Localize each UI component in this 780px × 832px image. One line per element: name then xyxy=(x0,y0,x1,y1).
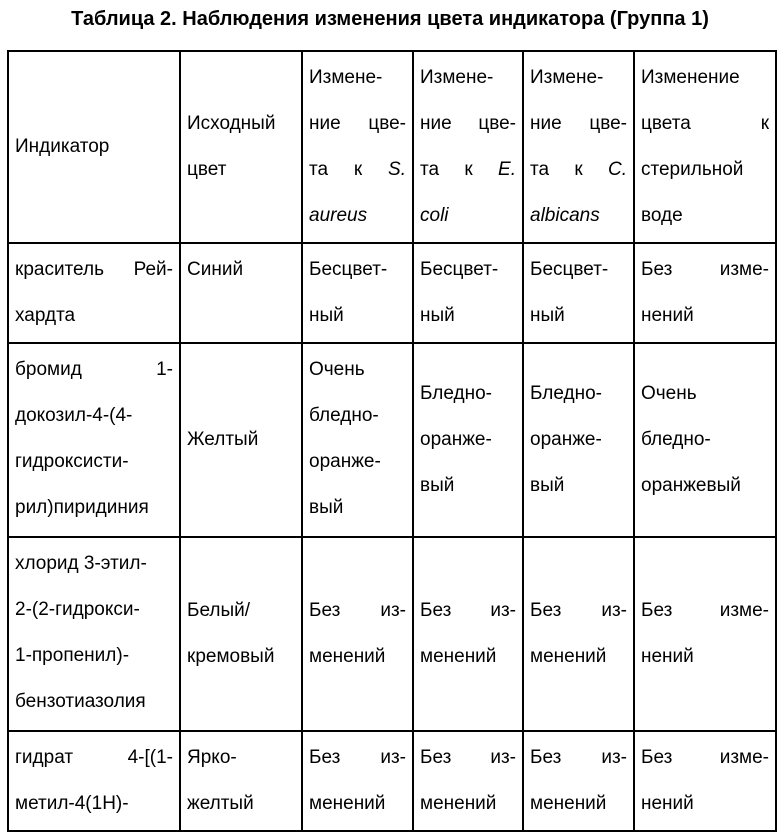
header-sterile-water: Изменение цвета к стерильной воде xyxy=(634,51,776,243)
cell-indicator: гидрат 4-[(1- метил-4(1Н)- xyxy=(8,731,180,831)
table-header-row xyxy=(8,51,776,243)
cell-c-albicans: Без из- менений xyxy=(523,731,634,831)
cell-indicator: хлорид 3-этил- 2-(2-гидрокси- 1-пропенил)- бензотиазолия xyxy=(8,537,180,731)
cell-e-coli: Бледно- оранже- вый xyxy=(413,343,523,537)
cell-c-albicans: Бледно- оранже- вый xyxy=(523,343,634,537)
cell-indicator: краситель Рей- хардта xyxy=(8,243,180,343)
header-e-coli: Измене- ние цве- та к E. coli xyxy=(413,51,523,243)
header-s-aureus: Измене- ние цве- та к S. aureus xyxy=(302,51,413,243)
header-c-albicans: Измене- ние цве- та к C. albicans xyxy=(523,51,634,243)
header-s-aureus-line3: та к S. xyxy=(309,159,406,180)
table-row xyxy=(8,243,776,343)
header-initial-color: Исходный цвет xyxy=(180,51,302,243)
cell-e-coli: Без из- менений xyxy=(413,537,523,731)
cell-e-coli: Бесцвет- ный xyxy=(413,243,523,343)
cell-initial-color: Синий xyxy=(180,243,302,343)
header-sterile-water-line2: цвета к xyxy=(641,113,769,134)
header-indicator: Индикатор xyxy=(8,51,180,243)
table-row xyxy=(8,731,776,831)
header-c-albicans-line3: та к C. xyxy=(530,159,627,180)
observation-table xyxy=(7,50,777,832)
cell-sterile-water: Без изме- нений xyxy=(634,537,776,731)
cell-sterile-water: Без изме- нений xyxy=(634,243,776,343)
cell-s-aureus: Бесцвет- ный xyxy=(302,243,413,343)
cell-e-coli: Без из- менений xyxy=(413,731,523,831)
cell-s-aureus: Очень бледно- оранже- вый xyxy=(302,343,413,537)
header-e-coli-line3: та к E. xyxy=(420,159,516,180)
cell-initial-color: Желтый xyxy=(180,343,302,537)
table-row xyxy=(8,537,776,731)
cell-initial-color: Ярко- желтый xyxy=(180,731,302,831)
cell-sterile-water: Очень бледно- оранжевый xyxy=(634,343,776,537)
cell-indicator: бромид 1- докозил-4-(4- гидроксисти- рил)пиридиния xyxy=(8,343,180,537)
cell-c-albicans: Без из- менений xyxy=(523,537,634,731)
table-row xyxy=(8,343,776,537)
cell-c-albicans: Бесцвет- ный xyxy=(523,243,634,343)
cell-sterile-water: Без изме- нений xyxy=(634,731,776,831)
cell-initial-color: Белый/ кремовый xyxy=(180,537,302,731)
table-title: Таблица 2. Наблюдения изменения цвета индикатора (Группа 1) xyxy=(71,8,709,30)
cell-s-aureus: Без из- менений xyxy=(302,731,413,831)
cell-s-aureus: Без из- менений xyxy=(302,537,413,731)
